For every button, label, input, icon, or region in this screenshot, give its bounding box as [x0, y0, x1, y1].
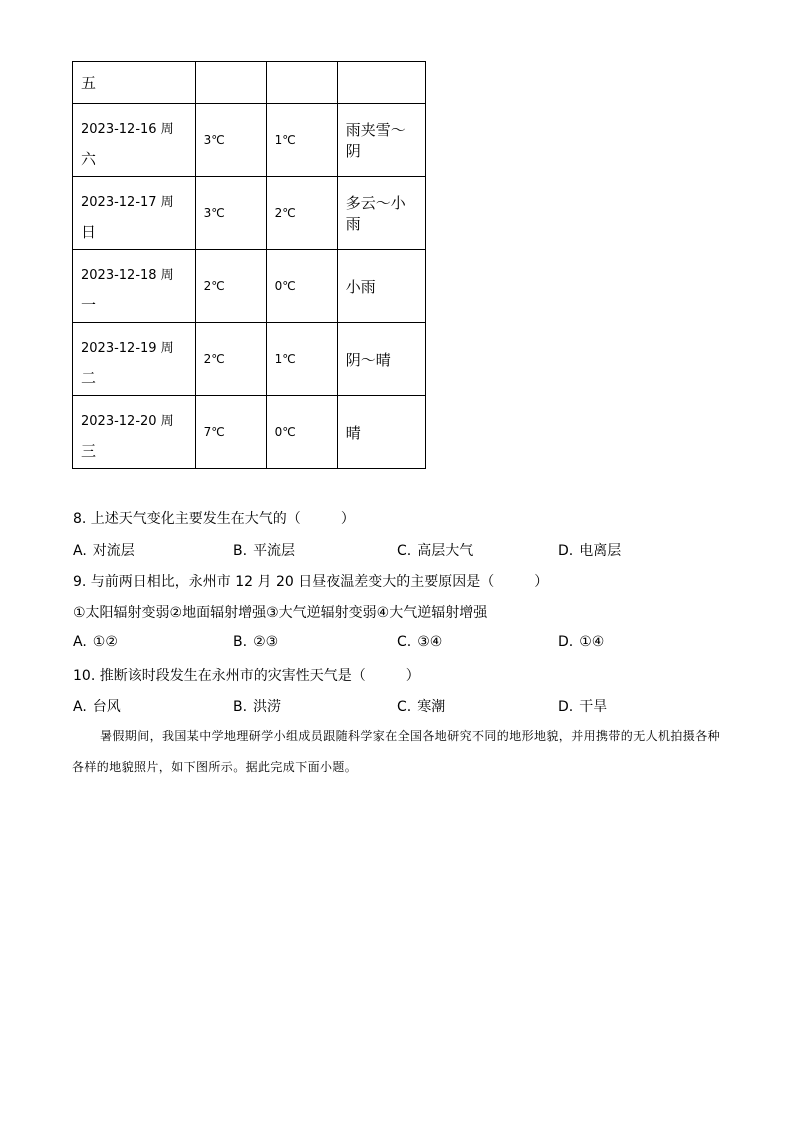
option-text: 平流层 [253, 543, 296, 559]
low-temp-cell [266, 62, 337, 104]
low-temp: 1℃ [274, 351, 296, 366]
weather-text: 阴～晴 [345, 350, 391, 369]
weather-text: 小雨 [345, 277, 376, 296]
date-text: 2023-12-16 周 [81, 122, 174, 137]
high-temp-cell [195, 323, 266, 396]
option-text: 洪涝 [253, 699, 282, 715]
low-temp: 1℃ [274, 132, 296, 147]
weather-text: 雨夹雪～阴 [345, 121, 406, 160]
option-a [73, 540, 135, 560]
option-letter: C. [397, 543, 412, 559]
low-temp: 0℃ [274, 278, 296, 293]
table-row [73, 177, 426, 250]
low-temp-cell [266, 104, 337, 177]
question-9-statements [73, 602, 487, 622]
weather-cell [337, 62, 425, 104]
weekday-text: 六 [81, 150, 97, 168]
option-c [397, 634, 442, 650]
option-letter: A. [73, 634, 87, 650]
date-cell [73, 250, 196, 323]
high-temp-cell [195, 62, 266, 104]
option-letter: B. [233, 699, 248, 715]
option-letter: C. [397, 699, 412, 715]
option-text: 台风 [92, 699, 121, 715]
high-temp: 2℃ [203, 351, 225, 366]
question-9 [73, 571, 548, 591]
option-c [397, 540, 473, 560]
table-row [73, 396, 426, 469]
date-cell [73, 62, 196, 104]
low-temp: 2℃ [274, 205, 296, 220]
option-text: 寒潮 [417, 699, 446, 715]
statements-text: ①太阳辐射变弱②地面辐射增强③大气逆辐射变弱④大气逆辐射增强 [73, 605, 488, 621]
low-temp-cell [266, 177, 337, 250]
option-d [558, 634, 604, 650]
option-letter: D. [558, 699, 574, 715]
weekday-text: 日 [81, 223, 97, 241]
option-letter: B. [233, 543, 248, 559]
option-letter: C. [397, 634, 412, 650]
option-d [558, 696, 607, 716]
option-text: ①④ [579, 634, 605, 650]
weather-cell [337, 177, 425, 250]
weekday-text: 三 [81, 442, 97, 460]
option-a [73, 696, 121, 716]
date-cell [73, 177, 196, 250]
option-a [73, 634, 118, 650]
question-close: ） [405, 668, 420, 684]
high-temp-cell [195, 177, 266, 250]
option-letter: B. [233, 634, 248, 650]
weather-cell [337, 104, 425, 177]
option-letter: A. [73, 543, 87, 559]
low-temp: 0℃ [274, 424, 296, 439]
option-letter: D. [558, 634, 574, 650]
date-text: 2023-12-18 周 [81, 268, 174, 283]
date-text: 2023-12-19 周 [81, 341, 174, 356]
question-8 [73, 508, 355, 528]
date-cell [73, 323, 196, 396]
date-cell [73, 104, 196, 177]
weather-table [72, 61, 426, 469]
weather-text: 晴 [345, 423, 361, 442]
date-text: 2023-12-17 周 [81, 195, 174, 210]
high-temp-cell [195, 250, 266, 323]
option-text: 高层大气 [417, 543, 474, 559]
high-temp: 2℃ [203, 278, 225, 293]
option-text: 电离层 [579, 543, 622, 559]
option-text: ①② [92, 634, 118, 650]
high-temp: 3℃ [203, 132, 225, 147]
weather-text: 多云～小雨 [345, 194, 406, 233]
option-letter: D. [558, 543, 574, 559]
option-text: 对流层 [92, 543, 135, 559]
weekday-text: 二 [81, 369, 97, 387]
option-b [233, 634, 278, 650]
question-stem: 9. 与前两日相比，永州市 12 月 20 日昼夜温差变大的主要原因是（ [73, 574, 495, 590]
option-d [558, 540, 621, 560]
table-row [73, 250, 426, 323]
question-10 [73, 665, 420, 685]
option-letter: A. [73, 699, 87, 715]
table-row [73, 62, 426, 104]
high-temp: 7℃ [203, 424, 225, 439]
question-close: ） [340, 511, 355, 527]
table-row [73, 104, 426, 177]
table-row [73, 323, 426, 396]
weekday-text: 一 [81, 296, 97, 314]
date-text: 2023-12-20 周 [81, 414, 174, 429]
option-c [397, 696, 445, 716]
date-cell [73, 396, 196, 469]
weather-cell [337, 396, 425, 469]
question-close: ） [534, 574, 549, 590]
weather-cell [337, 250, 425, 323]
low-temp-cell [266, 250, 337, 323]
option-text: 干旱 [579, 699, 608, 715]
option-b [233, 696, 281, 716]
question-stem: 10. 推断该时段发生在永州市的灾害性天气是（ [73, 668, 366, 684]
low-temp-cell [266, 396, 337, 469]
high-temp: 3℃ [203, 205, 225, 220]
high-temp-cell [195, 396, 266, 469]
passage-text: 暑假期间，我国某中学地理研学小组成员跟随科学家在全国各地研究不同的地形地貌，并用携带的无人机拍摄各种各样的地貌照片，如下图所示。据此完成下面小题。 [72, 729, 721, 774]
weather-cell [337, 323, 425, 396]
high-temp-cell [195, 104, 266, 177]
option-text: ②③ [253, 634, 279, 650]
weekday-text: 五 [81, 74, 97, 92]
option-b [233, 540, 295, 560]
low-temp-cell [266, 323, 337, 396]
option-text: ③④ [417, 634, 443, 650]
question-stem: 8. 上述天气变化主要发生在大气的（ [73, 511, 301, 527]
